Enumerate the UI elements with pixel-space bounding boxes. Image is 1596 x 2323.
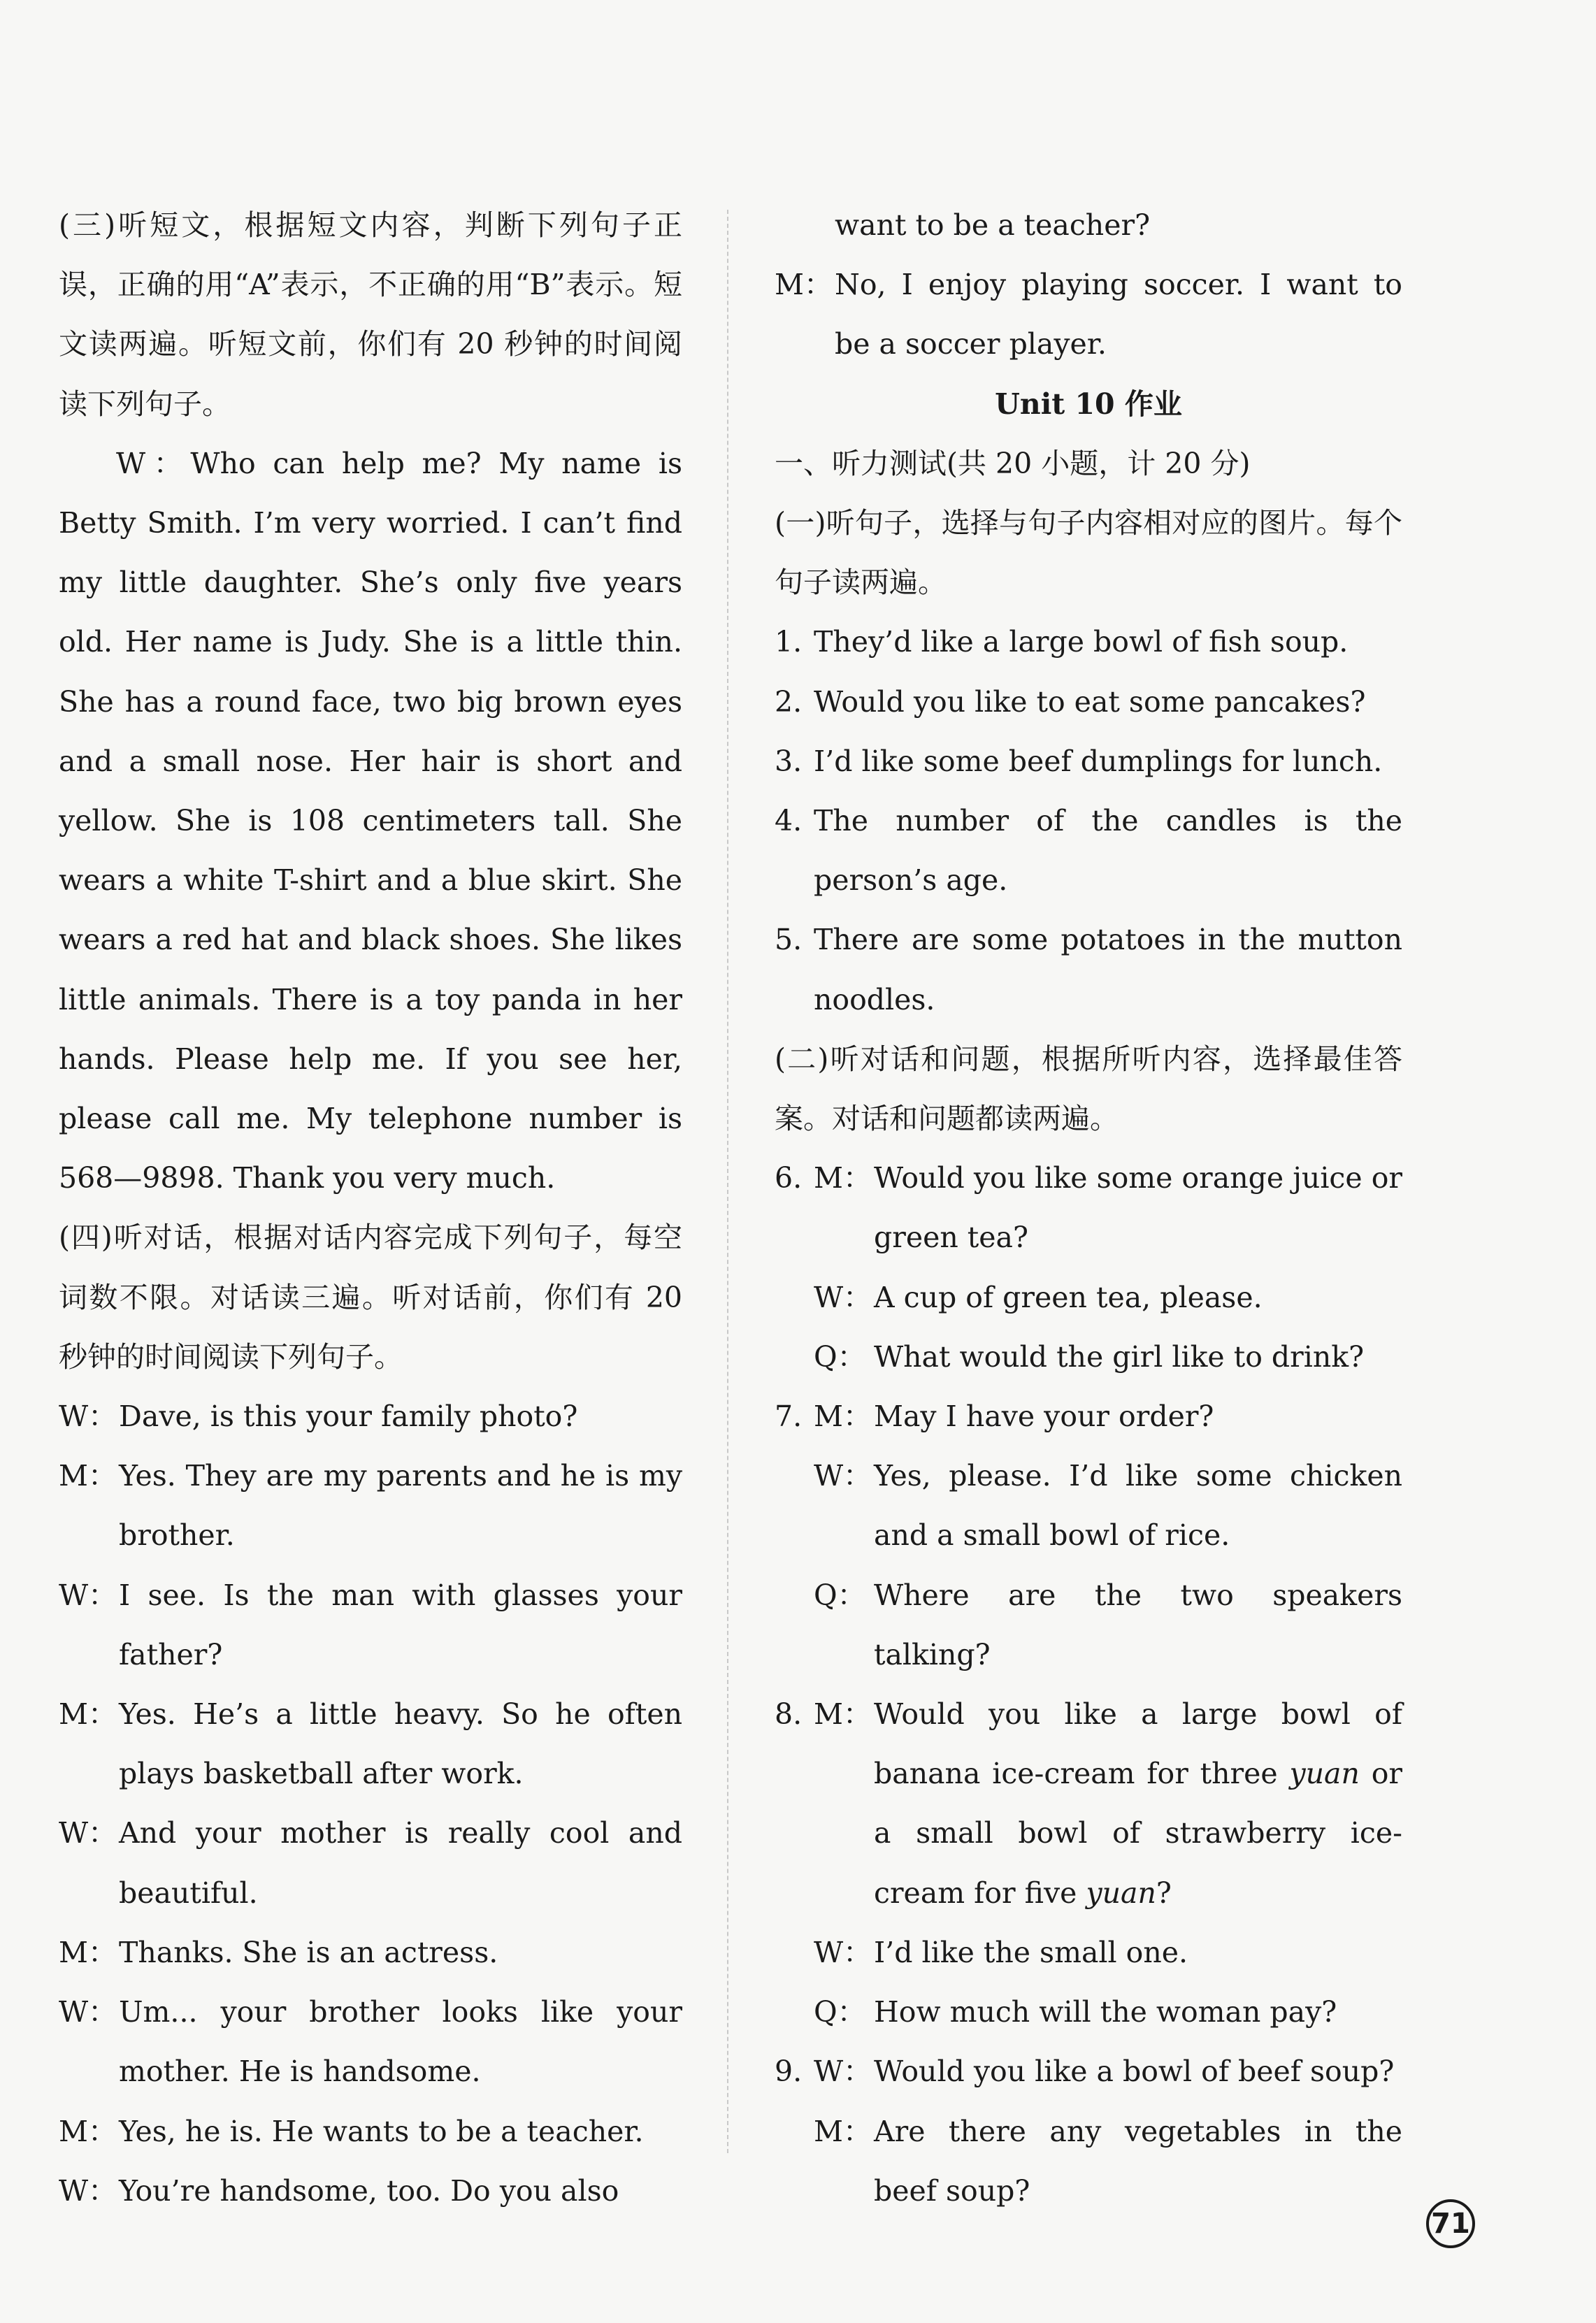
list-item: 5. There are some potatoes in the mutton noodles. — [775, 923, 1402, 1016]
dialogue-line: W： I see. Is the man with glasses your father? — [59, 1578, 682, 1671]
left-column — [59, 196, 682, 2221]
sentence-list — [775, 612, 1402, 1029]
question-6: 6. M： Would you like some orange juice or green tea? W： A cup of green tea, please. Q： What would the girl like to drink? — [775, 1161, 1402, 1374]
dialogue-line: W： You’re handsome, too. Do you also — [59, 2173, 619, 2208]
dialogue-line: M： Yes. They are my parents and he is my brother. — [59, 1459, 682, 1553]
question-8: 8. M： Would you like a large bowl of banana ice-cream for three yuan or a small bowl of strawberry ice-cream for five yuan? W： I’d like the small one. Q： How much will the woman pay? — [775, 1697, 1402, 2029]
listening-passage: W：Who can help me? My name is Betty Smith. I’m very worried. I can’t find my little daughter. She’s only five years old. Her name is Judy. She is a little thin. She has a round face, two big brown eyes and a small nose. Her hair is short and yellow. She is 108 centimeters tall. She wears a white T-shirt and a blue skirt. She wears a red hat and black shoes. She likes little animals. There is a toy panda in her hands. Please help me. If you see her, please call me. My telephone number is 568—9898. Thank you very much. — [59, 446, 682, 1195]
right-column — [775, 196, 1402, 2221]
dialogue-line: W： And your mother is really cool and beautiful. — [59, 1816, 682, 1910]
list-item: 1. They’d like a large bowl of fish soup. — [775, 625, 1349, 659]
list-item: 3. I’d like some beef dumplings for lunch. — [775, 744, 1383, 778]
subsection-2-instructions: (二)听对话和问题，根据所听内容，选择最佳答案。对话和问题都读两遍。 — [775, 1042, 1402, 1136]
dialogue-continuation: want to be a teacher? — [835, 208, 1151, 242]
column-divider — [727, 210, 728, 2153]
dialogue — [59, 1387, 682, 2221]
list-item: 4. The number of the candles is the person’s age. — [775, 804, 1402, 898]
dialogue-line: M： No, I enjoy playing soccer. I want to be a soccer player. — [775, 268, 1402, 361]
dialogue-line: M： Yes. He’s a little heavy. So he often plays basketball after work. — [59, 1697, 682, 1791]
question-7: 7. M： May I have your order? W： Yes, please. I’d like some chicken and a small bowl of rice. Q： Where are the two speakers talking? — [775, 1400, 1402, 1671]
section-3-instructions: (三)听短文，根据短文内容，判断下列句子正误，正确的用“A”表示，不正确的用“B”表示。短文读两遍。听短文前，你们有 20 秒钟的时间阅读下列句子。 — [59, 208, 682, 421]
subsection-1-instructions: (一)听句子，选择与句子内容相对应的图片。每个句子读两遍。 — [775, 506, 1402, 600]
part-1-heading: 一、听力测试(共 20 小题，计 20 分) — [775, 446, 1251, 480]
dialogue-line: W： Dave, is this your family photo? — [59, 1400, 578, 1434]
unit-title: Unit 10 作业 — [995, 387, 1182, 421]
list-item: 2. Would you like to eat some pancakes? — [775, 684, 1366, 719]
section-4-instructions: (四)听对话，根据对话内容完成下列句子，每空词数不限。对话读三遍。听对话前，你们有 20 秒钟的时间阅读下列句子。 — [59, 1221, 682, 1374]
question-9: 9. W： Would you like a bowl of beef soup? M： Are there any vegetables in the beef soup? — [775, 2055, 1402, 2208]
page-number: 71 — [1426, 2199, 1475, 2248]
dialogue-line: W： Um... your brother looks like your mother. He is handsome. — [59, 1995, 682, 2089]
dialogue-line: M： Yes, he is. He wants to be a teacher. — [59, 2114, 644, 2148]
dialogue-line: M： Thanks. She is an actress. — [59, 1935, 498, 1969]
